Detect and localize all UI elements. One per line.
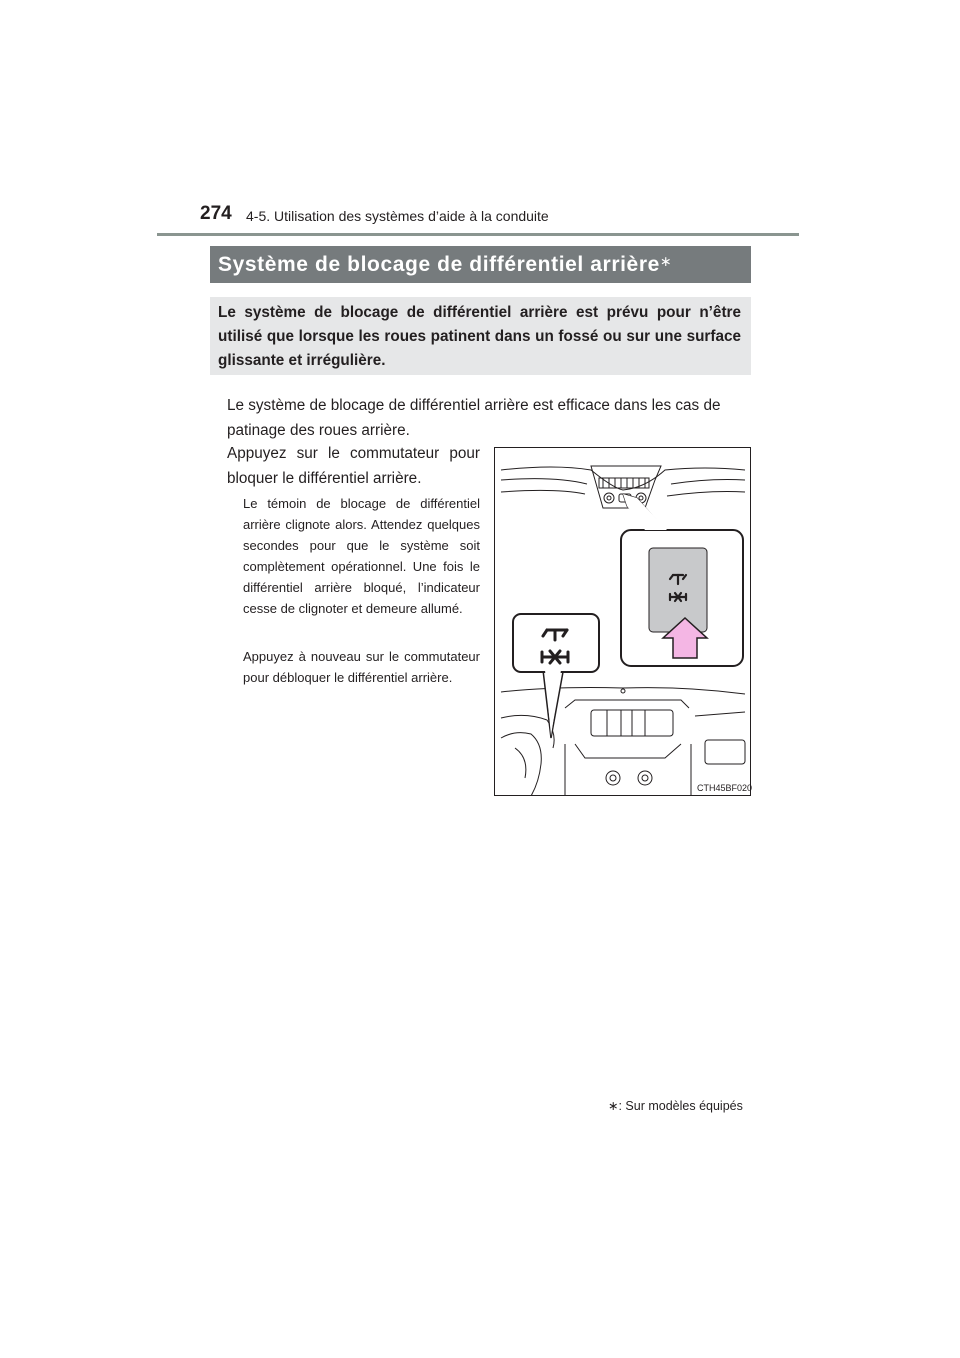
footnote: ∗: Sur modèles équipés [608, 1099, 743, 1113]
intro-box [210, 297, 751, 375]
intro-text: Le système de blocage de différentiel arrière est prévu pour n’être utilisé que lorsque les roues patinent dans un fossé ou sur une surface glissante et irrégulière. [218, 304, 741, 369]
breadcrumb: 4-5. Utilisation des systèmes d’aide à la conduite [246, 208, 549, 224]
section-title: Système de blocage de différentiel arrière [218, 253, 660, 276]
note-paragraph-1: Le témoin de blocage de différentiel arrière clignote alors. Attendez quelques secondes pour que le système soit complètement opérationnel. Une fois le différentiel arrière bloqué, l’indicateur cesse de clignoter et demeure allumé. [243, 496, 480, 616]
section-title-bar [210, 246, 751, 283]
header-divider [157, 233, 799, 236]
dashboard-drawing [495, 448, 751, 796]
note-paragraph-2: Appuyez à nouveau sur le commutateur pour débloquer le différentiel arrière. [243, 649, 480, 685]
body-paragraph-1: Le système de blocage de différentiel arrière est efficace dans les cas de patinage des roues arrière. [227, 397, 721, 439]
figure-code: CTH45BF020 [697, 783, 753, 793]
body-paragraph-2: Appuyez sur le commutateur pour bloquer le différentiel arrière. [227, 445, 480, 487]
page-number: 274 [200, 203, 232, 224]
equipment-marker: ∗ [659, 253, 673, 269]
dashboard-illustration [494, 447, 751, 796]
